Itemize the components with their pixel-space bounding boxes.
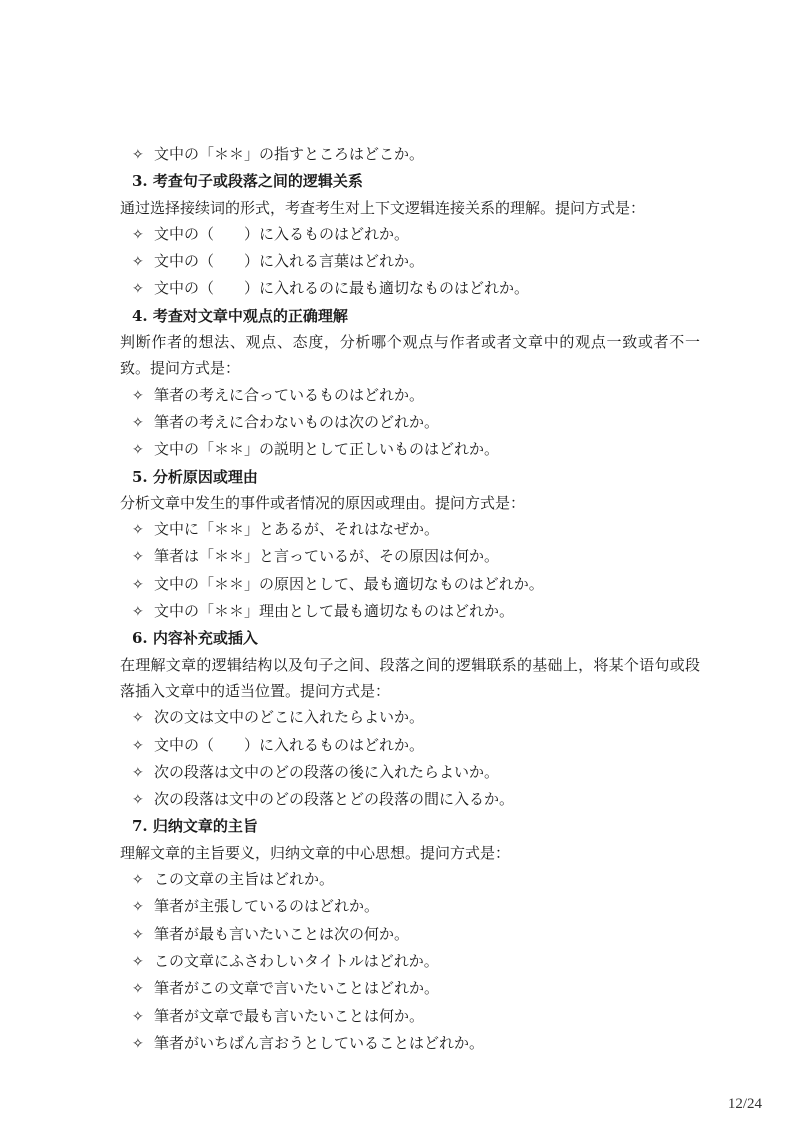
bullet-text: この文章の主旨はどれか。 [154, 870, 335, 889]
bullet-item [120, 704, 700, 731]
bullet-item [120, 948, 700, 975]
bullet-text: 筆者は「＊＊」と言っているが、その原因は何か。 [154, 547, 500, 566]
diamond-bullet-icon: ✧ [132, 953, 144, 970]
diamond-bullet-icon: ✧ [132, 414, 144, 431]
body-paragraph: 通过选择接续词的形式，考查考生对上下文逻辑连接关系的理解。提问方式是： [120, 198, 646, 217]
bullet-item [120, 1003, 700, 1030]
body-paragraph: 判断作者的想法、观点、态度，分析哪个观点与作者或者文章中的观点一致或者不一致。提问方式是： [120, 333, 700, 378]
diamond-bullet-icon: ✧ [132, 254, 144, 271]
diamond-bullet-icon: ✧ [132, 604, 144, 621]
section-heading: 4. 考查对文章中观点的正确理解 [132, 306, 348, 325]
bullet-item [120, 975, 700, 1002]
section-heading: 5. 分析原因或理由 [132, 467, 258, 486]
bullet-item [120, 759, 700, 786]
bullet-text: 筆者が文章で最も言いたいことは何か。 [154, 1006, 425, 1025]
bullet-text: 筆者が主張しているのはどれか。 [154, 897, 380, 916]
diamond-bullet-icon: ✧ [132, 147, 144, 163]
diamond-bullet-icon: ✧ [132, 899, 144, 916]
diamond-bullet-icon: ✧ [132, 226, 144, 243]
bullet-text: 筆者がいちばん言おうとしていることはどれか。 [154, 1033, 485, 1052]
diamond-bullet-icon: ✧ [132, 387, 144, 404]
bullet-item [120, 732, 700, 759]
diamond-bullet-icon: ✧ [132, 981, 144, 998]
bullet-text: 文中の「＊＊」の指すところはどこか。 [154, 145, 425, 163]
section-heading: 3. 考查句子或段落之间的逻辑关系 [132, 172, 363, 191]
bullet-item [120, 921, 700, 948]
diamond-bullet-icon: ✧ [132, 281, 144, 298]
diamond-bullet-icon: ✧ [132, 764, 144, 781]
bullet-item [120, 543, 700, 570]
body-paragraph: 在理解文章的逻辑结构以及句子之间、段落之间的逻辑联系的基础上，将某个语句或段落插入文章中的适当位置。提问方式是： [120, 655, 700, 700]
diamond-bullet-icon: ✧ [132, 442, 144, 459]
body-paragraph: 分析文章中发生的事件或者情况的原因或理由。提问方式是： [120, 493, 526, 512]
bullet-item [120, 382, 700, 409]
diamond-bullet-icon: ✧ [132, 549, 144, 566]
bullet-text: 文中の「＊＊」理由として最も適切なものはどれか。 [154, 602, 515, 621]
bullet-item [120, 516, 700, 543]
bullet-text: 文中に「＊＊」とあるが、それはなぜか。 [154, 520, 440, 539]
bullet-text: 文中の「＊＊」の説明として正しいものはどれか。 [154, 440, 500, 459]
bullet-text: 文中の（ ）に入るものはどれか。 [154, 224, 410, 243]
section-heading: 7. 归纳文章的主旨 [132, 817, 258, 836]
bullet-text: 文中の（ ）に入れるものはどれか。 [154, 735, 425, 754]
page-number: 12/24 [727, 1096, 762, 1112]
body-paragraph: 理解文章的主旨要义，归纳文章的中心思想。提问方式是： [120, 843, 511, 862]
diamond-bullet-icon: ✧ [132, 710, 144, 727]
diamond-bullet-icon: ✧ [132, 522, 144, 539]
bullet-item [120, 221, 700, 248]
bullet-text: 文中の（ ）に入れる言葉はどれか。 [154, 252, 425, 271]
bullet-text: 文中の（ ）に入れるのに最も適切なものはどれか。 [154, 279, 530, 298]
bullet-text: 次の段落は文中のどの段落の後に入れたらよいか。 [154, 762, 500, 781]
bullet-item [120, 248, 700, 275]
diamond-bullet-icon: ✧ [132, 872, 144, 889]
bullet-item [120, 571, 700, 598]
bullet-text: 次の文は文中のどこに入れたらよいか。 [154, 708, 425, 727]
diamond-bullet-icon: ✧ [132, 1008, 144, 1025]
bullet-text: 次の段落は文中のどの段落とどの段落の間に入るか。 [154, 790, 515, 809]
diamond-bullet-icon: ✧ [132, 926, 144, 943]
diamond-bullet-icon: ✧ [132, 792, 144, 809]
diamond-bullet-icon: ✧ [132, 576, 144, 593]
bullet-item [120, 893, 700, 920]
bullet-text: 筆者がこの文章で言いたいことはどれか。 [154, 979, 440, 998]
bullet-text: この文章にふさわしいタイトルはどれか。 [154, 951, 439, 970]
bullet-item [120, 275, 700, 302]
bullet-item [120, 866, 700, 893]
page-content [120, 141, 700, 1057]
bullet-text: 筆者が最も言いたいことは次の何か。 [154, 924, 410, 943]
bullet-item [120, 598, 700, 625]
bullet-text: 筆者の考えに合っているものはどれか。 [154, 385, 425, 404]
bullet-item [120, 409, 700, 436]
diamond-bullet-icon: ✧ [132, 1035, 144, 1052]
bullet-item [120, 141, 700, 168]
bullet-text: 筆者の考えに合わないものは次のどれか。 [154, 412, 440, 431]
bullet-text: 文中の「＊＊」の原因として、最も適切なものはどれか。 [154, 574, 544, 593]
bullet-item [120, 1030, 700, 1057]
bullet-item [120, 436, 700, 463]
section-heading: 6. 内容补充或插入 [132, 629, 258, 648]
bullet-item [120, 786, 700, 813]
diamond-bullet-icon: ✧ [132, 737, 144, 754]
